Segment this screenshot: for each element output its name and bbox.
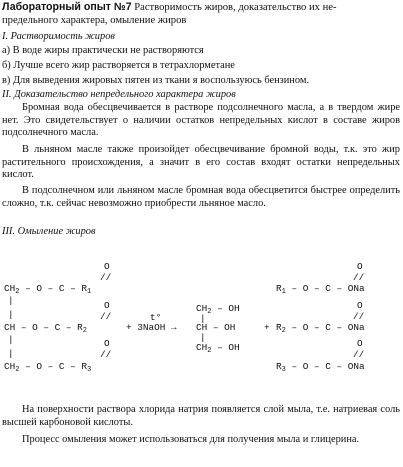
title-bold: Лабораторный опыт №7 [2,1,132,13]
bond-bar: | [8,295,14,306]
section-heading-3: III. Омыление жиров [2,226,96,237]
page-title [2,1,400,27]
plus-sign: + [264,322,270,333]
subscript: 1 [281,288,286,296]
oxygen-atom: O [357,261,363,272]
double-bond: // [353,311,365,322]
reagent: + 3NaOH → [126,322,177,333]
oxygen-atom: O [357,300,363,311]
oxygen-atom: O [104,261,110,272]
double-bond: // [353,349,365,360]
bond-bar: | [8,334,14,345]
bond-bar: | [8,309,14,320]
salt-row-2: $R_2$ – O – C – ONa [276,322,365,335]
paragraph-3: В подсолнечном или льняном масле бромная вода обесцветится быстрее определить сложно, т.к. сейчас невозможно приобрести льняное масло. [2,185,400,209]
oxygen-atom: O [104,300,110,311]
subscript: 2 [207,308,212,316]
double-bond: // [100,311,112,322]
double-bond: // [353,272,365,283]
bond-bar: | [200,313,206,324]
ester-row-1: $CH_2$ – O – C – $R_1$ [4,283,92,296]
bond-bar: | [200,332,206,343]
subscript: 2 [281,327,286,335]
section-heading-2: II. Доказательство непредельного характера жиров [2,89,236,100]
paragraph-4: На поверхности раствора хлорида натрия появляется слой мыла, т.е. натриевая соль высшей карбоновой кислоты. [2,404,400,428]
list-item: а) В воде жиры практически не растворяются [2,45,204,56]
paragraph-5: Процесс омыления может использоваться для получения мыла и глицерина. [22,434,360,445]
subscript: 2 [15,288,20,296]
section-heading-1: I. Растворимость жиров [2,31,115,42]
list-item: б) Лучше всего жир растворяется в тетрахлорметане [2,60,235,71]
title-rest: Растворимость жиров, доказательство их не- [131,2,337,13]
subscript: 2 [207,347,212,355]
reaction-condition: t° [150,312,162,323]
subscript: 3 [86,366,92,374]
list-item: в) Для выведения жировых пятен из ткани я воспользуюсь бензином. [2,75,310,86]
title-line2: предельного характера, омыление жиров [2,15,187,26]
bond-bar: | [8,348,14,359]
ester-row-3: $CH_2$ – O – C – $R_3$ [4,361,92,374]
glycerol-row-1: $CH_2$ – OH [196,303,240,316]
subscript: 1 [86,288,92,296]
saponification-equation [0,261,403,406]
subscript: 2 [15,366,20,374]
paragraph-1: Бромная вода обесцвечивается в растворе подсолнечного масла, а в твердом жире нет. Это свидетельствует о наличии остатков непредельных кислот в составе жиров подсолнечного масла. [2,102,400,139]
salt-row-1: $R_1$ – O – C – ONa [276,283,365,296]
ester-row-2: CH – O – C – $R_2$ [4,322,87,335]
oxygen-atom: O [104,338,110,349]
glycerol-row-3: $CH_2$ – OH [196,342,240,355]
subscript: 2 [82,327,87,335]
oxygen-atom: O [357,338,363,349]
paragraph-2: В льняном масле также произойдет обесцвечивание бромной воды, т.к. это жир растительного происхождения, а значит в его состав входят остатки непредельных кислот. [2,144,400,181]
subscript: 3 [281,366,286,374]
salt-row-3: $R_3$ – O – C – ONa [276,361,365,374]
double-bond: // [100,349,112,360]
double-bond: // [100,272,112,283]
glycerol-row-2: CH – OH [196,322,236,333]
